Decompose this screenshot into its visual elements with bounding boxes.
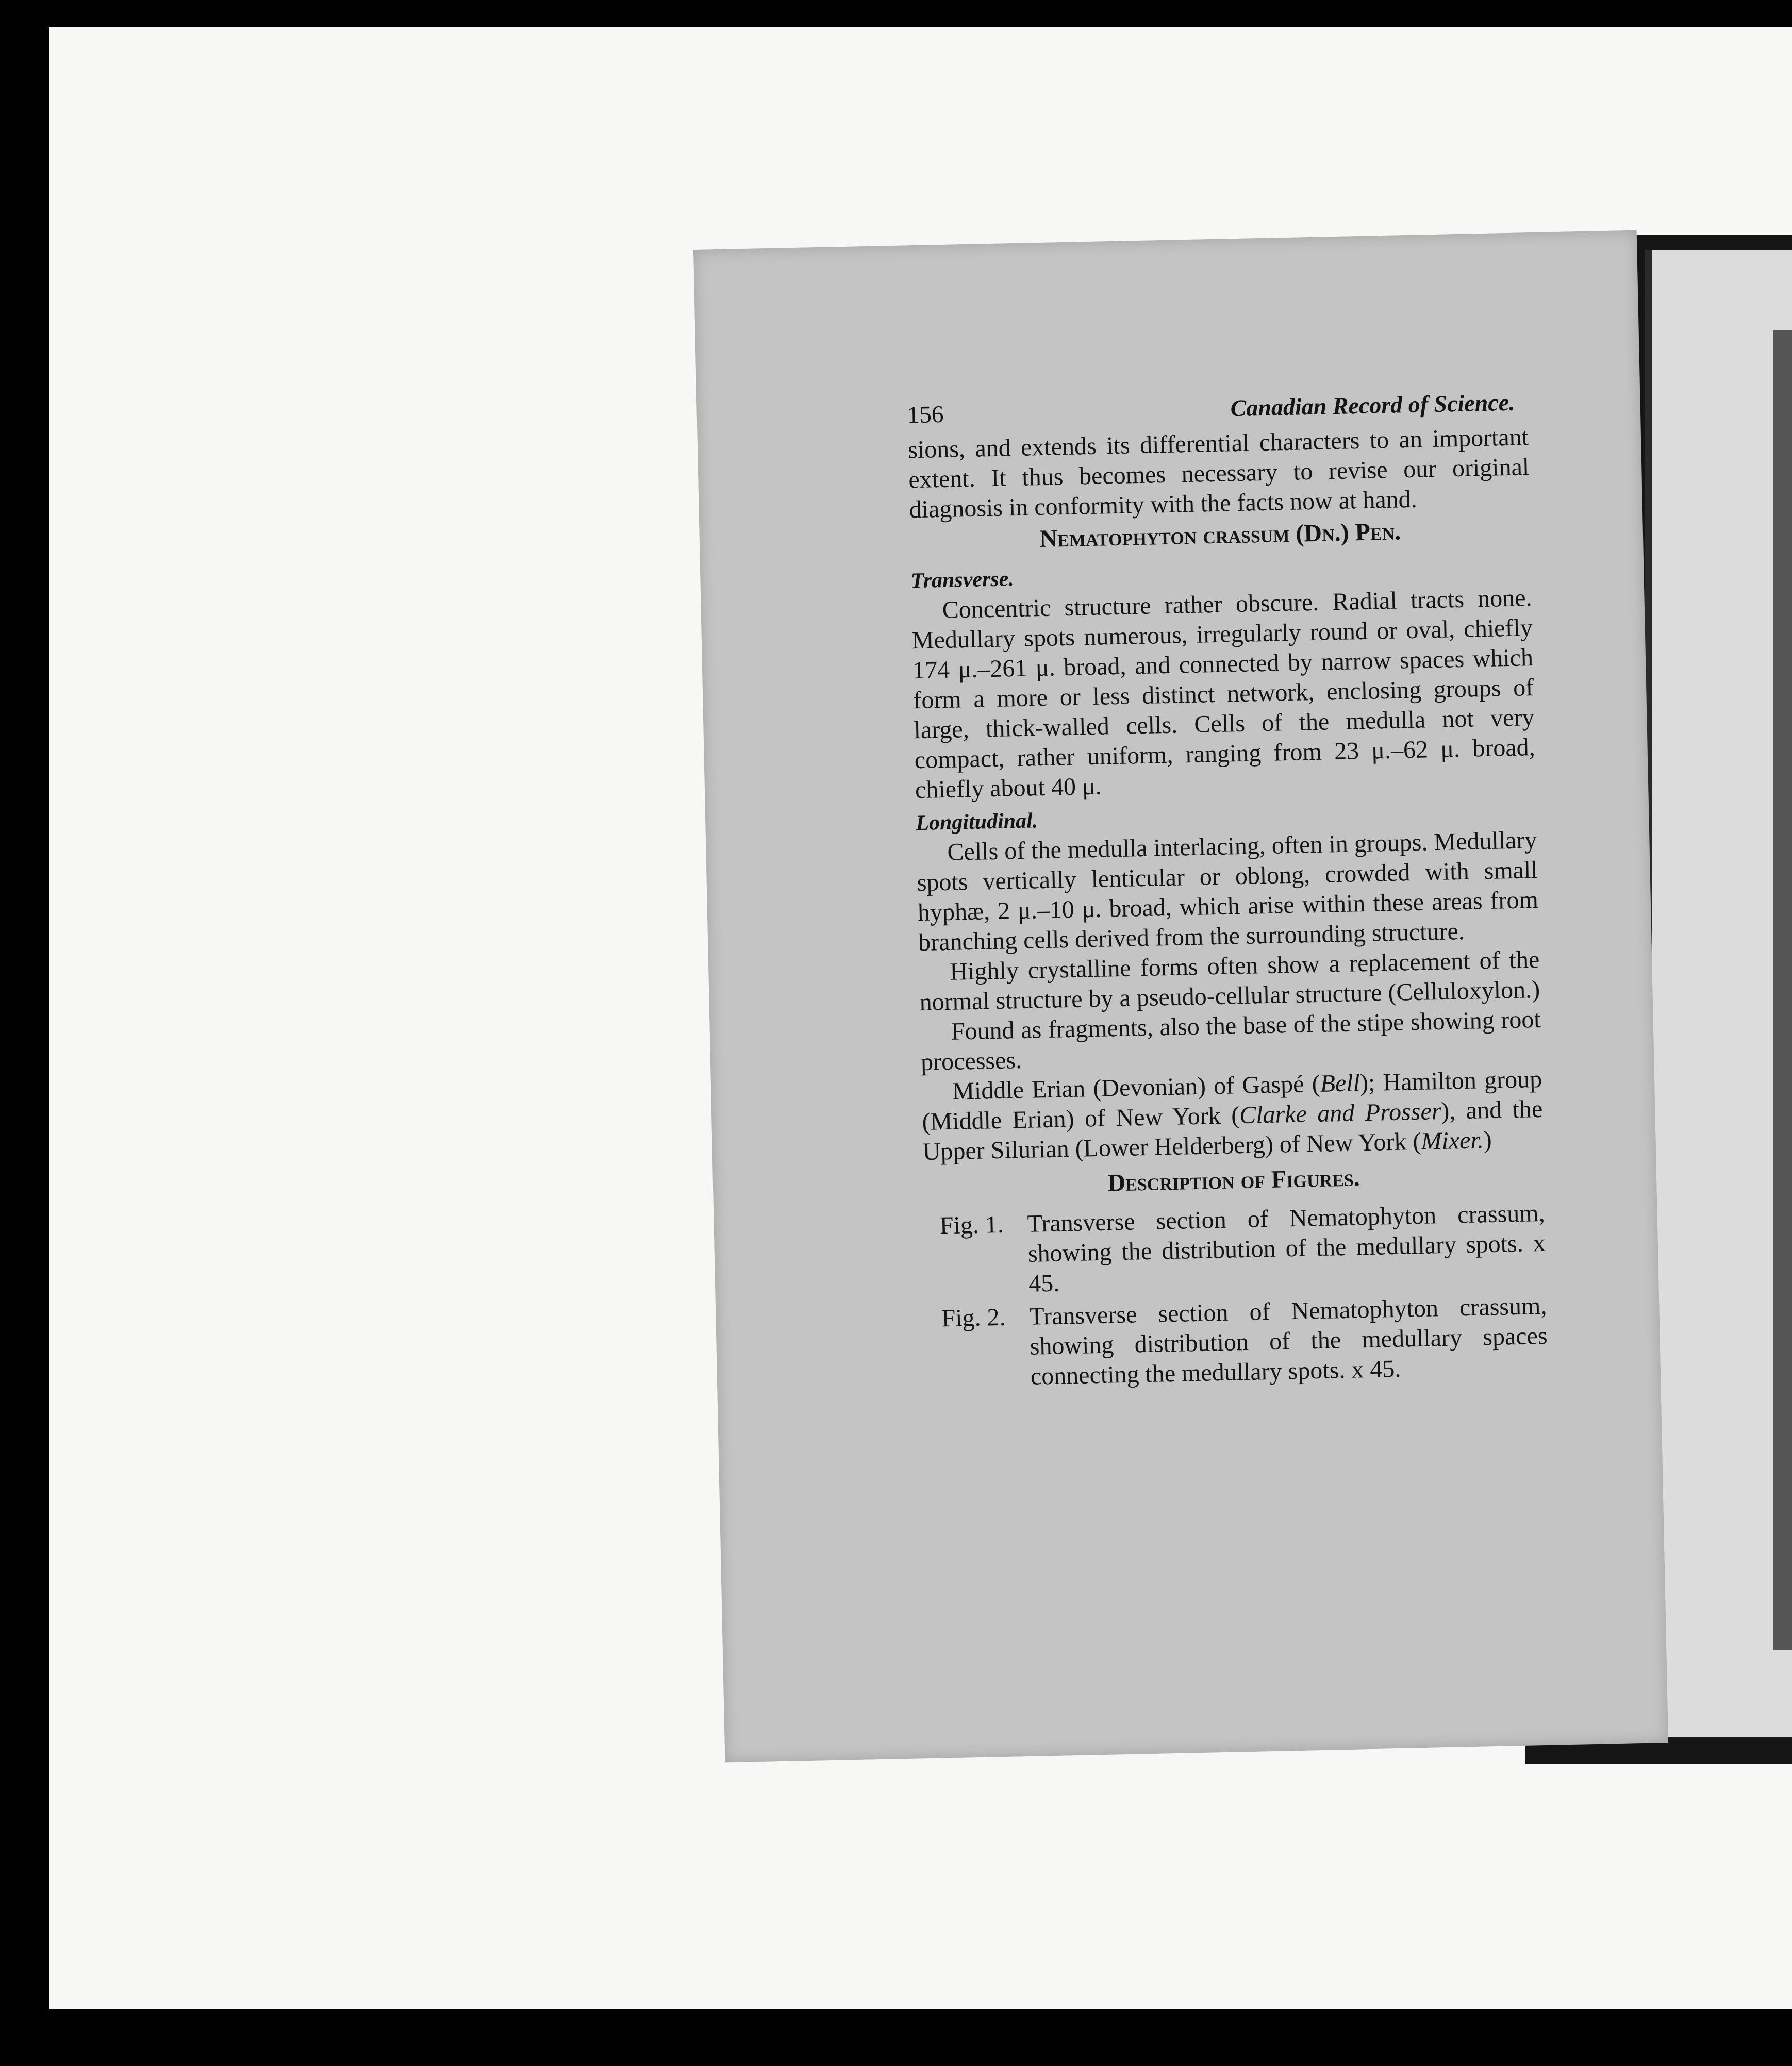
- figure-caption: [939, 1198, 1546, 1301]
- running-title: Canadian Record of Science.: [1230, 389, 1516, 422]
- locality-text-c: ), and the Upper Silurian (Lower Helderberg) of New York (: [922, 1095, 1543, 1166]
- species-heading: Nematophyton crassum (Dn.) Pen.: [1039, 518, 1401, 553]
- crystalline-paragraph: Highly crystalline forms often show a replacement of the normal structure by a pseudo-cellular structure (Celluloxylon.): [919, 945, 1540, 1017]
- figure-text: Transverse section of Nematophyton crassum, showing the distribution of the medullary spots. x 45.: [1027, 1199, 1546, 1297]
- transverse-label: Transverse.: [910, 567, 1015, 593]
- book-page: [693, 230, 1668, 1763]
- transverse-paragraph: Concentric structure rather obscure. Radial tracts none. Medullary spots numerous, irregularly round or oval, chiefly 174 μ.–261 μ. broad, and connected by narrow spaces which form a more or less distinct network, enclosing groups of large, thick-walled cells. Cells of the medulla not very compact, rather uniform, ranging from 23 μ.–62 μ. broad, chiefly about 40 μ.: [911, 584, 1536, 804]
- locality-paragraph: [921, 1064, 1544, 1167]
- running-head: [907, 387, 1528, 430]
- figure-text: Transverse section of Nematophyton crassum, showing distribution of the medullary spaces connecting the medullary spots. x 45.: [1028, 1292, 1548, 1390]
- facing-plate-edge: [1773, 330, 1792, 1650]
- locality-text-d: ): [1483, 1126, 1492, 1154]
- text-block: [907, 387, 1548, 1394]
- locality-text-b: ); Hamilton group (Middle Erian) of New York (: [921, 1065, 1542, 1136]
- collector-mixer: Mixer.: [1420, 1126, 1484, 1155]
- collector-bell: Bell: [1320, 1069, 1360, 1097]
- locality-text-a: Middle Erian (Devonian) of Gaspé (: [952, 1070, 1321, 1105]
- collector-clarke-prosser: Clarke and Prosser: [1239, 1097, 1441, 1129]
- figures-heading: Description of Figures.: [1107, 1164, 1360, 1197]
- intro-paragraph: sions, and extends its differential characters to an important extent. It thus becomes necessary to revise our original diagnosis in conformity with the facts now at hand.: [907, 423, 1530, 524]
- fragments-paragraph: Found as fragments, also the base of the stipe showing root processes.: [920, 1005, 1541, 1076]
- figure-label: Fig. 2.: [941, 1303, 1006, 1332]
- facing-page: [1645, 250, 1792, 1737]
- figure-label: Fig. 1.: [939, 1210, 1004, 1240]
- longitudinal-paragraph: Cells of the medulla interlacing, often in groups. Medullary spots vertically lenticular or oblong, crowded with small hyphæ, 2 μ.–10 μ. broad, which arise within these areas from branching cells derived from the surrounding structure.: [917, 826, 1539, 957]
- longitudinal-label: Longitudinal.: [915, 809, 1038, 836]
- page-number: 156: [907, 401, 944, 429]
- figure-caption: [941, 1291, 1548, 1394]
